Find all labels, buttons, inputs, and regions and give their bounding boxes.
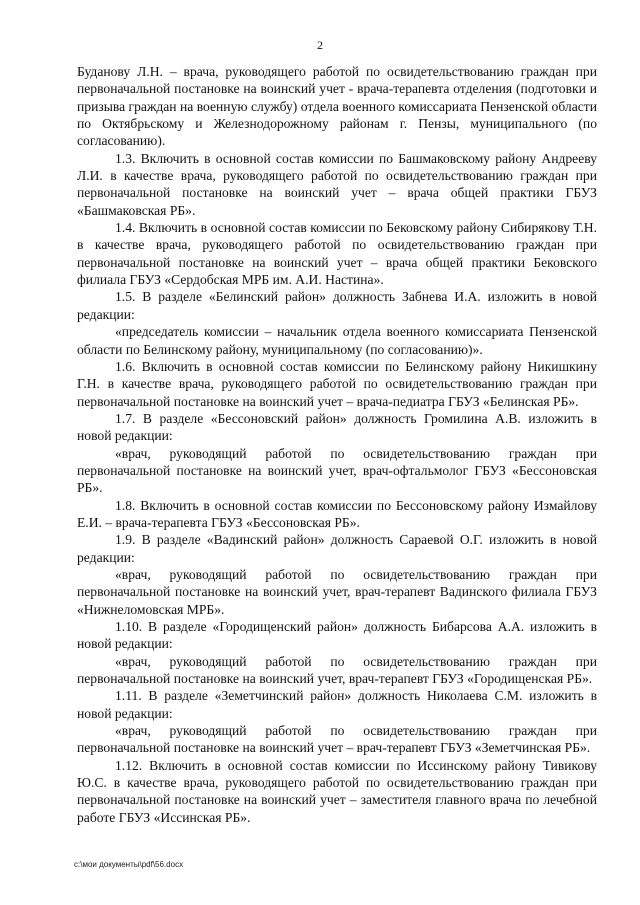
paragraph: 1.9. В разделе «Вадинский район» должность Сараевой О.Г. изложить в новой редакции: [77,532,597,565]
paragraph: «врач, руководящий работой по освидетельствованию граждан при первоначальной постановке на воинский учет – врач-терапевт ГБУЗ «Земетчинская РБ». [77,723,597,756]
paragraph: «врач, руководящий работой по освидетельствованию граждан при первоначальной постановке на воинский учет, врач-терапевт Вадинского филиала ГБУЗ «Нижнеломовская МРБ». [77,566,597,617]
page-number: 2 [317,38,323,52]
paragraph: 1.5. В разделе «Белинский район» должность Забнева И.А. изложить в новой редакции: [77,289,597,322]
paragraph: 1.11. В разделе «Земетчинский район» должность Николаева С.М. изложить в новой редакции: [77,688,597,721]
paragraph: 1.7. В разделе «Бессоновский район» должность Громилина А.В. изложить в новой редакции: [77,410,597,444]
paragraph: 1.3. Включить в основной состав комиссии по Башмаковскому району Андрееву Л.И. в качестве врача, руководящего работой по освидетельствованию граждан при первоначальной постановке на воинский учет – врача общей практики ГБУЗ «Башмаковская РБ». [77,150,597,218]
paragraph: 1.6. Включить в основной состав комиссии по Белинскому району Никишкину Г.Н. в качестве врача, руководящего работой по освидетельствованию граждан при первоначальной постановке на воинский учет – врача-педиатра ГБУЗ «Белинская РБ». [77,358,597,409]
paragraph: «врач, руководящий работой по освидетельствованию граждан при первоначальной постановке на воинский учет, врач-терапевт ГБУЗ «Городищенская РБ». [77,653,597,687]
paragraph: «врач, руководящий работой по освидетельствованию граждан при первоначальной постановке на воинский учет, врач-офтальмолог ГБУЗ «Бессоновская РБ». [77,445,597,496]
paragraph: 1.8. Включить в основной состав комиссии по Бессоновскому району Измайлову Е.И. – врача-терапевта ГБУЗ «Бессоновская РБ». [77,497,597,530]
paragraph: Буданову Л.Н. – врача, руководящего работой по освидетельствованию граждан при первоначальной постановке на воинский учет - врача-терапевта отделения (подготовки и призыва граждан на военную службу) отдела военного комиссариата Пензенской области по Октябрьскому и Железнодорожному районам г. Пензы, муниципального (по согласованию). [77,64,597,149]
paragraph: 1.4. Включить в основной состав комиссии по Бековскому району Сибирякову Т.Н. в качестве врача, руководящего работой по освидетельствованию граждан при первоначальной постановке на воинский учет – врача общей практики Бековского филиала ГБУЗ «Сердобская МРБ им. А.И. Настина». [77,220,597,288]
document-body [77,63,597,826]
paragraph: 1.10. В разделе «Городищенский район» должность Бибарсова А.А. изложить в новой редакции: [77,619,597,652]
footer-file-path: c:\мои документы\pdf\56.docx [74,860,184,869]
paragraph: «председатель комиссии – начальник отдела военного комиссариата Пензенской области по Белинскому району, муниципальному (по согласованию)». [77,324,597,357]
paragraph: 1.12. Включить в основной состав комиссии по Иссинскому району Тивикову Ю.С. в качестве врача, руководящего работой по освидетельствованию граждан при первоначальной постановке на воинский учет – заместителя главного врача по лечебной работе ГБУЗ «Иссинская РБ». [77,757,597,825]
